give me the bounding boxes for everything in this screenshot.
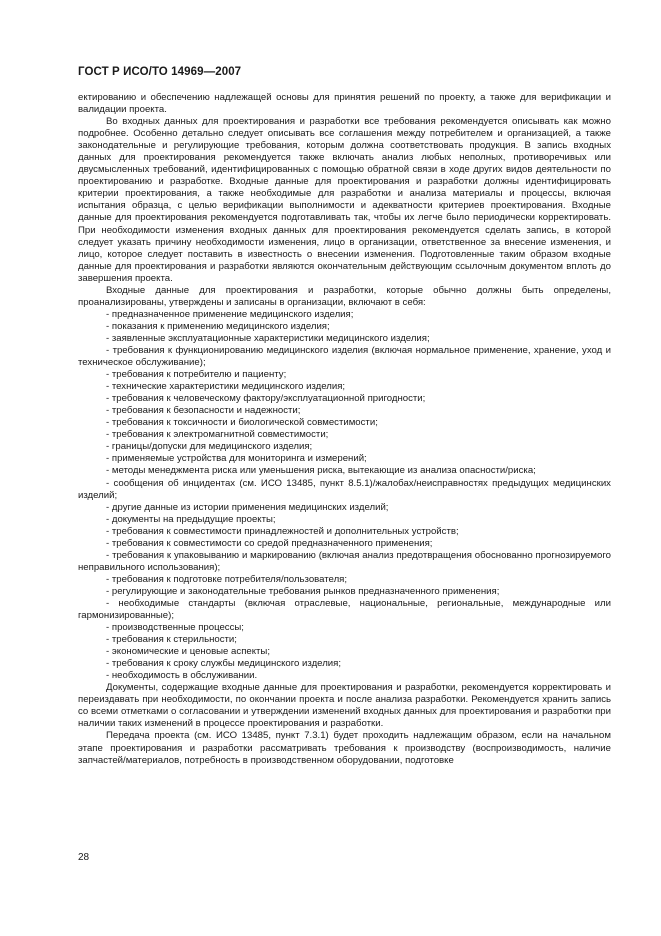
list-item: - требования к совместимости со средой предназначенного применения; <box>78 538 611 550</box>
requirements-list <box>78 309 611 682</box>
list-item: - производственные процессы; <box>78 622 611 634</box>
list-item: - границы/допуски для медицинского изделия; <box>78 441 611 453</box>
list-item: - требования к токсичности и биологической совместимости; <box>78 417 611 429</box>
paragraph-continuation: ектированию и обеспечению надлежащей основы для принятия решений по проекту, а также для верификации и валидации проекта. <box>78 92 611 116</box>
list-item: - сообщения об инцидентах (см. ИСО 13485, пункт 8.5.1)/жалобах/неисправностях предыдущих медицинских изделий; <box>78 478 611 502</box>
list-item: - требования к стерильности; <box>78 634 611 646</box>
list-item: - требования к потребителю и пациенту; <box>78 369 611 381</box>
list-item: - требования к сроку службы медицинского изделия; <box>78 658 611 670</box>
list-item: - требования к упаковыванию и маркированию (включая анализ предотвращения обоснованно прогнозируемого неправильного использования); <box>78 550 611 574</box>
page-number: 28 <box>78 852 90 863</box>
list-item: - другие данные из истории применения медицинских изделий; <box>78 502 611 514</box>
list-item: - требования к совместимости принадлежностей и дополнительных устройств; <box>78 526 611 538</box>
document-body <box>78 92 611 767</box>
list-item: - заявленные эксплуатационные характеристики медицинского изделия; <box>78 333 611 345</box>
list-item: - требования к безопасности и надежности; <box>78 405 611 417</box>
list-item: - показания к применению медицинского изделия; <box>78 321 611 333</box>
document-header: ГОСТ Р ИСО/ТО 14969—2007 <box>78 66 242 78</box>
list-item: - предназначенное применение медицинского изделия; <box>78 309 611 321</box>
list-item: - требования к электромагнитной совместимости; <box>78 429 611 441</box>
paragraph-documents: Документы, содержащие входные данные для проектирования и разработки, рекомендуется корректировать и переиздавать при необходимости, по окончании проекта и после анализа разработки. Рекомендуется хранить запись со всеми отметками о согласовании и утверждении изменений входных данных для проектирования и разработки при наличии таких изменений в процессе проектирования и разработки. <box>78 682 611 730</box>
paragraph-design-inputs: Во входных данных для проектирования и разработки все требования рекомендуется описывать как можно подробнее. Особенно детально следует описывать все соглашения между потребителем и организацией, а также законодательные и регулирующие требования, которым должна соответствовать продукция. В запись входных данных для проектирования рекомендуется также включать анализ любых неполных, противоречивых или двусмысленных требований, идентифицированных с помощью обратной связи в ходе других видов деятельности по проектированию и разработке. Входные данные для проектирования и разработки должны идентифицировать критерии проектирования, а также необходимые для разработки и анализа материалы и процессы, включая испытания образца, с целью верификации выполнимости и адекватности критериев проектирования. Входные данные для проектирования рекомендуется подготавливать так, чтобы их легче было периодически корректировать. При необходимости изменения входных данных для проектирования рекомендуется сделать запись, в которой следует указать причину необходимости изменения, лицо в организации, ответственное за внесение изменения, и лицо, которое следует поставить в известность о внесении изменения. Подготовленные таким образом входные данные для проектирования и разработки являются окончательным действующим ссылочным документом вплоть до завершения проекта. <box>78 116 611 284</box>
paragraph-design-transfer: Передача проекта (см. ИСО 13485, пункт 7.3.1) будет проходить надлежащим образом, если на начальном этапе проектирования и разработки рассматривать требования к производству (воспроизводимость, наличие запчастей/материалов, потребность в производственном оборудовании, подготовке <box>78 730 611 766</box>
list-item: - требования к функционированию медицинского изделия (включая нормальное применение, хранение, уход и техническое обслуживание); <box>78 345 611 369</box>
list-item: - документы на предыдущие проекты; <box>78 514 611 526</box>
list-item: - экономические и ценовые аспекты; <box>78 646 611 658</box>
list-item: - регулирующие и законодательные требования рынков предназначенного применения; <box>78 586 611 598</box>
list-item: - применяемые устройства для мониторинга и измерений; <box>78 453 611 465</box>
list-item: - требования к подготовке потребителя/пользователя; <box>78 574 611 586</box>
list-item: - технические характеристики медицинского изделия; <box>78 381 611 393</box>
paragraph-list-intro: Входные данные для проектирования и разработки, которые обычно должны быть определены, проанализированы, утверждены и записаны в организации, включают в себя: <box>78 284 611 308</box>
list-item: - необходимые стандарты (включая отраслевые, национальные, региональные, международные или гармонизированные); <box>78 598 611 622</box>
list-item: - требования к человеческому фактору/эксплуатационной пригодности; <box>78 393 611 405</box>
list-item: - методы менеджмента риска или уменьшения риска, вытекающие из анализа опасности/риска; <box>78 465 611 477</box>
list-item: - необходимость в обслуживании. <box>78 670 611 682</box>
